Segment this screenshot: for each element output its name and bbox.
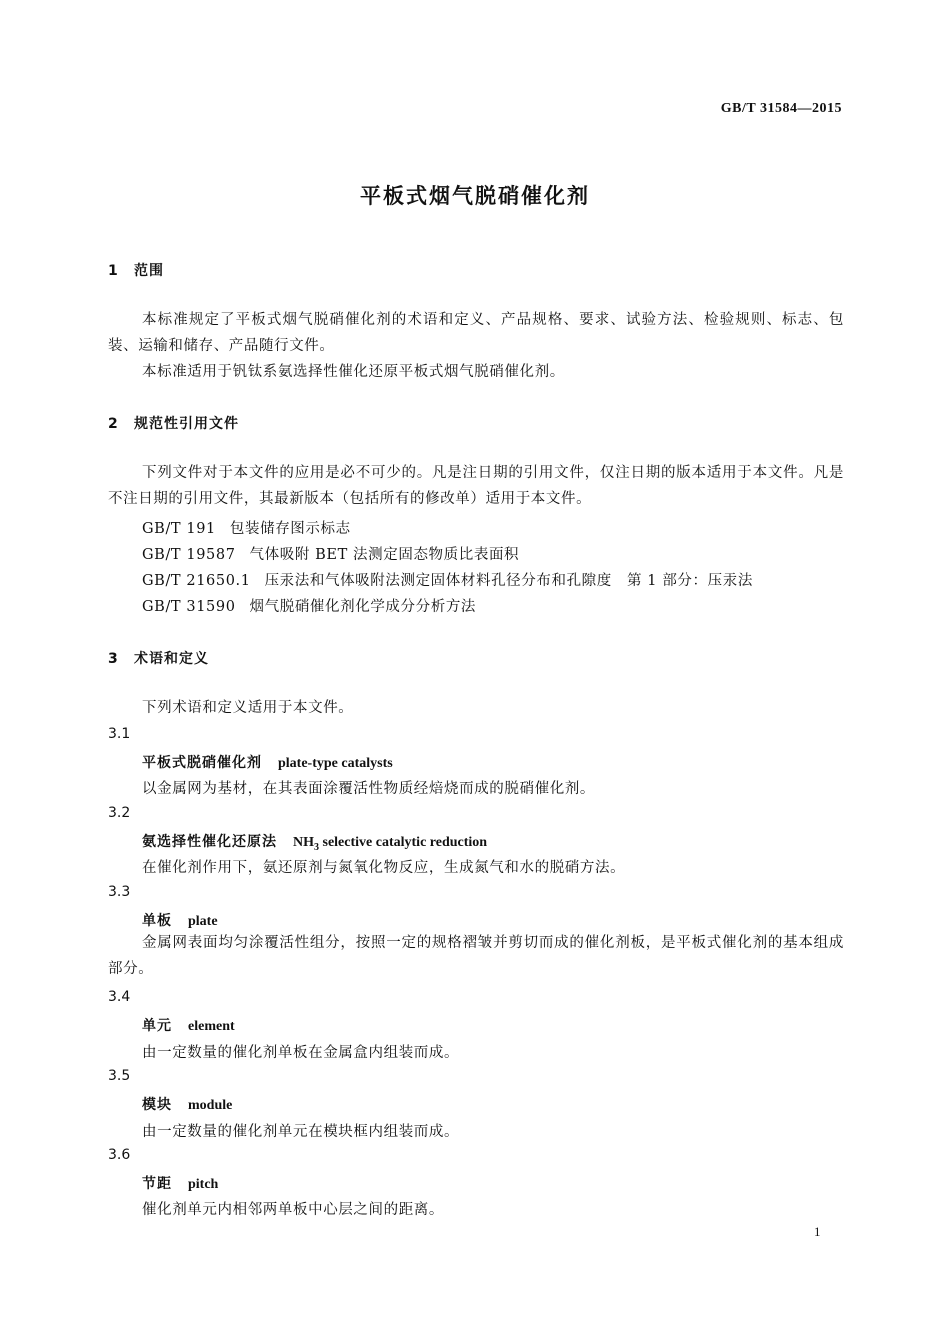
term-definition: 催化剂单元内相邻两单板中心层之间的距离。 xyxy=(142,1202,444,1218)
term-number: 3.5 xyxy=(108,1068,131,1084)
scope-paragraph-1: 本标准规定了平板式烟气脱硝催化剂的术语和定义、产品规格、要求、试验方法、检验规则、标志、包装、运输和储存、产品随行文件。 xyxy=(108,312,844,354)
term-heading xyxy=(142,1015,235,1035)
section-number: 1 xyxy=(108,263,119,279)
reference-title: 压汞法和气体吸附法测定固体材料孔径分布和孔隙度 第 1 部分：压汞法 xyxy=(264,573,753,589)
term-heading xyxy=(142,910,218,930)
document-title: 平板式烟气脱硝催化剂 xyxy=(360,184,590,208)
term-en: plate xyxy=(188,914,218,929)
term-heading xyxy=(142,1173,218,1193)
term-zh: 平板式脱硝催化剂 xyxy=(142,755,262,771)
term-heading xyxy=(142,752,393,772)
reference-title: 烟气脱硝催化剂化学成分分析方法 xyxy=(249,599,477,615)
term-en: element xyxy=(188,1019,235,1034)
term-definition: 以金属网为基材，在其表面涂覆活性物质经焙烧而成的脱硝催化剂。 xyxy=(142,781,595,797)
reference-title: 气体吸附 BET 法测定固态物质比表面积 xyxy=(249,547,520,563)
term-en-prefix: NH xyxy=(293,835,314,850)
reference-code: GB/T 21650.1 xyxy=(142,573,251,589)
term-zh: 节距 xyxy=(142,1176,172,1192)
reference-code: GB/T 19587 xyxy=(142,547,236,563)
page-number: 1 xyxy=(814,1224,821,1239)
term-en: module xyxy=(188,1098,233,1113)
references-intro: 下列文件对于本文件的应用是必不可少的。凡是注日期的引用文件，仅注日期的版本适用于本文件。凡是不注日期的引用文件，其最新版本（包括所有的修改单）适用于本文件。 xyxy=(108,465,844,507)
term-zh: 氨选择性催化还原法 xyxy=(142,834,277,850)
scope-paragraph-2: 本标准适用于钒钛系氨选择性催化还原平板式烟气脱硝催化剂。 xyxy=(142,364,565,380)
term-en: plate-type catalysts xyxy=(278,756,393,771)
term-zh: 单元 xyxy=(142,1018,172,1034)
section-title: 术语和定义 xyxy=(134,651,209,667)
term-definition: 由一定数量的催化剂单板在金属盒内组装而成。 xyxy=(142,1045,460,1061)
term-heading xyxy=(142,831,487,853)
term-en-subscript: 3 xyxy=(314,841,319,853)
section-title: 规范性引用文件 xyxy=(134,416,239,432)
standard-number: GB/T 31584—2015 xyxy=(720,101,842,116)
section-1-heading xyxy=(108,260,164,280)
reference-item xyxy=(142,517,351,538)
term-definition: 在催化剂作用下，氨还原剂与氮氧化物反应，生成氮气和水的脱硝方法。 xyxy=(142,860,626,876)
term-en xyxy=(293,835,488,853)
term-definition: 金属网表面均匀涂覆活性组分，按照一定的规格褶皱并剪切而成的催化剂板，是平板式催化剂的基本组成部分。 xyxy=(108,935,844,977)
reference-item xyxy=(142,595,476,616)
section-number: 3 xyxy=(108,651,119,667)
reference-code: GB/T 191 xyxy=(142,521,216,537)
term-zh: 模块 xyxy=(142,1097,172,1113)
reference-title: 包装储存图示标志 xyxy=(229,521,351,537)
section-3-heading xyxy=(108,648,209,668)
reference-item xyxy=(142,569,753,590)
term-en-rest: selective catalytic reduction xyxy=(319,835,488,850)
reference-item xyxy=(142,543,519,564)
section-number: 2 xyxy=(108,416,119,432)
term-en: pitch xyxy=(188,1177,219,1192)
term-zh: 单板 xyxy=(142,913,172,929)
term-definition: 由一定数量的催化剂单元在模块框内组装而成。 xyxy=(142,1124,460,1140)
term-heading xyxy=(142,1094,232,1114)
term-number: 3.6 xyxy=(108,1147,131,1163)
term-number: 3.2 xyxy=(108,805,131,821)
term-number: 3.4 xyxy=(108,989,131,1005)
reference-code: GB/T 31590 xyxy=(142,599,236,615)
section-title: 范围 xyxy=(134,263,164,279)
terms-intro: 下列术语和定义适用于本文件。 xyxy=(142,700,354,716)
section-2-heading xyxy=(108,413,239,433)
term-number: 3.3 xyxy=(108,884,131,900)
term-number: 3.1 xyxy=(108,726,131,742)
